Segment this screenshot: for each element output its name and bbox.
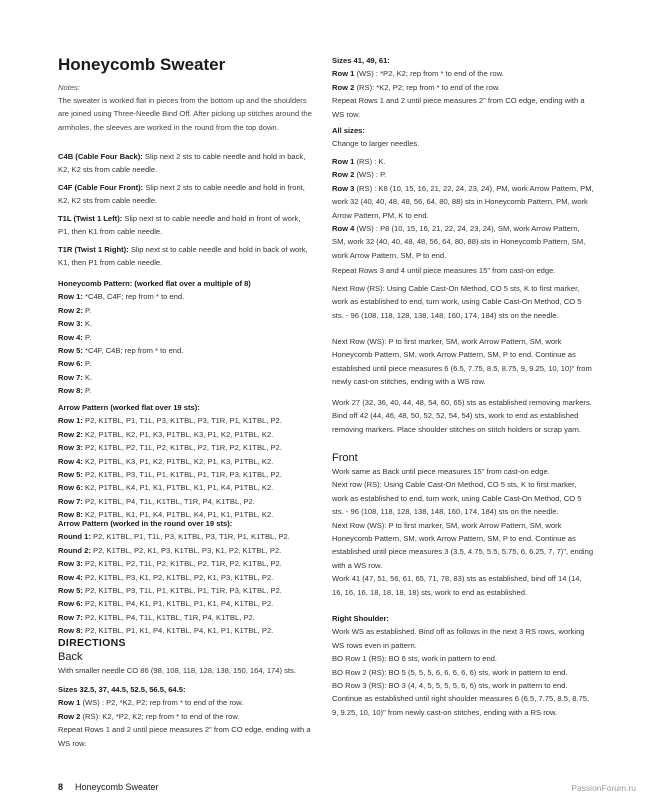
pattern-row	[332, 168, 594, 181]
arrow-flat-heading: Arrow Pattern (worked flat over 19 sts):	[58, 403, 200, 412]
row-label: Row 1	[58, 698, 81, 708]
row-label: Row 2	[332, 170, 355, 180]
shoulder-paragraph: Continue as established until right shoulder measures 6 (6.5, 7.75, 8.5, 8.75, 9, 9.25, 10, 10)" from newly cast-on stitches, ending with a RS row.	[332, 694, 590, 717]
row-text: P.	[82, 332, 92, 342]
row-label: Row 8:	[58, 510, 83, 520]
row-text: P2, K1TBL, P4, K1, P1, K1TBL, P1, K1, P4, K1TBL, P2.	[82, 599, 274, 609]
back-next-row-ws: Next Row (WS): P to first marker, SM, work Arrow Pattern, SM, work Honeycomb Pattern, SM, work Arrow Pattern, SM, P to end. Continue as established until piece measures 6 (6.5, 7.75, 8.5, 8.75, 9, 9.25, 10, 10)" from newly cast-on stitches, ending with a WS row.	[332, 337, 592, 387]
row-label: Row 7:	[58, 372, 83, 382]
pattern-row	[58, 530, 312, 543]
back-next-row-rs: Next Row (RS): Using Cable Cast-On Method, CO 5 sts, K to first marker, work as established to end, turn work, using Cable Cast-On Method, CO 5 sts. - 96 (108, 118, 128, 138, 148, 160, 174, 184) sts on the needle.	[332, 284, 582, 320]
pattern-row	[58, 317, 312, 330]
pattern-row	[332, 81, 594, 94]
pattern-row	[58, 544, 312, 557]
repeat-rows-3-4: Repeat Rows 3 and 4 until piece measures 15" from cast-on edge.	[332, 266, 556, 275]
all-sizes-text: Change to larger needles.	[332, 139, 420, 148]
front-heading: Front	[332, 452, 358, 464]
pattern-row	[332, 182, 594, 222]
pattern-row	[58, 331, 312, 344]
pattern-row	[58, 455, 312, 468]
row-text: (WS) : *P2, K2; rep from * to end of the row.	[354, 69, 504, 79]
row-label: Row 2:	[58, 429, 83, 439]
row-text: (RS): *K2, P2; rep from * to end of the row.	[354, 82, 500, 92]
row-text: (RS) : K.	[354, 157, 386, 166]
row-text: P2, K1TBL, P2, K1, P3, K1TBL, P3, K1, P2, K1TBL, P2.	[90, 545, 282, 555]
row-text: P.	[82, 386, 92, 396]
back-intro: With smaller needle CO 86 (98, 108, 118, 128, 138, 150, 164, 174) sts.	[58, 666, 296, 675]
row-label: Row 1:	[58, 416, 83, 426]
honeycomb-heading: Honeycomb Pattern: (worked flat over a multiple of 8)	[58, 279, 251, 288]
abbrev-t1r	[58, 243, 312, 270]
row-label: Row 8:	[58, 386, 83, 396]
pattern-row	[58, 414, 312, 427]
pattern-row	[58, 624, 312, 637]
abbrev-term: C4F (Cable Four Front):	[58, 183, 144, 192]
row-text: (RS): K2, *P2, K2; rep from * to end of the row.	[80, 711, 240, 721]
pattern-row	[58, 584, 312, 597]
back-work-27: Work 27 (32, 36, 40, 44, 48, 54, 60, 65) sts as established removing markers. Bind off 42 (44, 46, 48, 50, 52, 52, 54, 54) sts, work to end as established removing markers. Place shoulder stitches on stitch holders or scrap yarn.	[332, 398, 592, 434]
arrow-pattern-round	[58, 517, 312, 638]
pattern-row	[58, 468, 312, 481]
row-label: Row 1	[332, 69, 355, 79]
row-text: K2, P1TBL, K3, P1, K2, P1TBL, K2, P1, K3, P1TBL, K2.	[82, 456, 274, 466]
row-label: Row 5:	[58, 470, 83, 480]
notes-text: The sweater is worked flat in pieces from the bottom up and the shoulders are joined using Three-Needle Bind Off. After picking up stitches around the armholes, the sleeves are worked in the round from the top down.	[58, 96, 312, 132]
watermark: PassionForum.ru	[571, 783, 636, 793]
row-text: P2, K1TBL, P1, T1L, P3, K1TBL, P3, T1R, P1, K1TBL, P2.	[90, 532, 290, 542]
row-text: K.	[82, 372, 93, 382]
row-text: K2, P1TBL, K4, P1, K1, P1TBL, K1, P1, K4, P1TBL, K2.	[82, 483, 274, 493]
abbrev-def: Slip next 2 sts to cable needle and hold in front, K2, K2 sts from cable needle.	[58, 183, 305, 206]
row-label: Row 6:	[58, 483, 83, 493]
pattern-row	[58, 290, 312, 303]
row-text: K2, P1TBL, K1, P1, K4, P1TBL, K4, P1, K1, P1TBL, K2.	[82, 510, 274, 520]
pattern-row	[58, 571, 312, 584]
arrow-pattern-flat	[58, 401, 312, 522]
row-text: P2, K1TBL, P2, T1L, P2, K1TBL, P2, T1R, P2, K1TBL, P2.	[82, 443, 282, 453]
row-label: Row 3:	[58, 559, 83, 569]
bo-row: BO Row 3 (RS): BO 3 (4, 4, 5, 5, 5, 5, 6, 6) sts, work in pattern to end.	[332, 681, 568, 691]
pattern-row	[58, 611, 312, 624]
pattern-row	[58, 441, 312, 454]
bo-row: BO Row 2 (RS): BO 5 (5, 5, 5, 6, 6, 6, 6, 6) sts, work in pattern to end.	[332, 667, 568, 677]
row-label: Row 1:	[58, 292, 83, 302]
row-text: (WS) : P2, *K2, P2; rep from * to end of the row.	[80, 698, 244, 708]
back-heading: Back	[58, 651, 83, 663]
pattern-row	[332, 67, 594, 80]
pattern-row	[58, 371, 312, 384]
row-text: P2, K1TBL, P1, K1, P4, K1TBL, P4, K1, P1, K1TBL, P2.	[82, 626, 274, 636]
right-shoulder-section	[332, 612, 594, 719]
row-label: Round 2:	[58, 545, 91, 555]
row-text: (WS) : P8 (10, 15, 16, 21, 22, 24, 23, 24), SM, work Arrow Pattern, SM, work 32 (40, 40, 48, 48, 56, 64, 80, 88) sts in Honeycomb Pattern, SM, work Arrow Pattern, SM, P to end.	[332, 224, 586, 260]
row-label: Row 7:	[58, 612, 83, 622]
page-title: Honeycomb Sweater	[58, 55, 226, 74]
all-sizes-rows	[332, 155, 594, 262]
row-label: Row 4:	[58, 332, 83, 342]
row-text: P2, K1TBL, P3, T1L, P1, K1TBL, P1, T1R, P3, K1TBL, P2.	[82, 586, 282, 596]
all-sizes-heading: All sizes:	[332, 126, 365, 135]
row-text: P2, K1TBL, P3, T1L, P1, K1TBL, P1, T1R, P3, K1TBL, P2.	[82, 470, 282, 480]
pattern-row	[58, 557, 312, 570]
row-label: Row 3	[332, 183, 355, 193]
row-label: Row 6:	[58, 359, 83, 369]
row-label: Row 2	[58, 711, 81, 721]
repeat-note: Repeat Rows 1 and 2 until piece measures 2" from CO edge, ending with a WS row.	[332, 96, 585, 119]
honeycomb-pattern	[58, 277, 312, 398]
abbrev-def: Slip next st to cable needle and hold in front of work, P1, then K1 from cable needle.	[58, 214, 301, 237]
front-paragraph: Next row (RS): Using Cable Cast-On Method, CO 5 sts, K to first marker, work as established to end, turn work, using Cable Cast-On Method, CO 5 sts. - 96 (108, 118, 128, 138, 148, 160, 174, 184) sts on the needle.	[332, 480, 582, 517]
sizes-b-heading: Sizes 41, 49, 61:	[332, 56, 390, 65]
running-title: Honeycomb Sweater	[75, 782, 159, 792]
row-text: P2, K1TBL, P3, K1, P2, K1TBL, P2, K1, P3, K1TBL, P2.	[82, 572, 274, 582]
page-number: 8	[58, 782, 64, 792]
row-label: Row 4:	[58, 572, 83, 582]
row-label: Row 5:	[58, 346, 83, 356]
pattern-row	[58, 357, 312, 370]
row-label: Row 6:	[58, 599, 83, 609]
front-paragraph: Work 41 (47, 51, 56, 61, 65, 71, 78, 83) sts as established, bind off 14 (14, 16, 16, 16, 18, 18, 18, 18) sts, work to end as established.	[332, 574, 582, 597]
repeat-note: Repeat Rows 1 and 2 until piece measures 2" from CO edge, ending with a WS row.	[58, 725, 311, 748]
abbrev-term: T1R (Twist 1 Right):	[58, 245, 129, 254]
row-label: Row 2	[332, 82, 355, 92]
pattern-row	[332, 222, 594, 262]
row-label: Row 5:	[58, 586, 83, 596]
front-paragraph: Next Row (WS): P to first marker, SM, work Arrow Pattern, SM, work Honeycomb Pattern, SM, work Arrow Pattern, SM, P to end. Continue as established until piece measures 3 (3.5, 4.75, 5.5, 5.75, 6, 6.25, 7, 7)", ending with a WS row.	[332, 520, 594, 570]
row-label: Row 8:	[58, 626, 83, 636]
abbrev-c4b	[58, 150, 312, 177]
row-text: K.	[82, 319, 93, 329]
abbrev-term: T1L (Twist 1 Left):	[58, 214, 123, 223]
notes-label: Notes:	[58, 83, 80, 92]
pattern-row	[58, 710, 312, 723]
pattern-row	[332, 155, 594, 168]
row-text: K2, P1TBL, K2, P1, K3, P1TBL, K3, P1, K2, P1TBL, K2.	[82, 429, 274, 439]
right-shoulder-heading: Right Shoulder:	[332, 614, 389, 623]
abbrev-def: Slip next st to cable needle and hold in back of work, K1, then P1 from cable needle.	[58, 245, 308, 268]
row-label: Round 1:	[58, 532, 91, 542]
abbrev-term: C4B (Cable Four Back):	[58, 152, 143, 161]
row-label: Row 3:	[58, 319, 83, 329]
row-text: P.	[82, 359, 92, 369]
row-text: P2, K1TBL, P4, T1L, K1TBL, T1R, P4, K1TBL, P2.	[82, 612, 255, 622]
page-footer	[58, 781, 159, 793]
row-label: Row 3:	[58, 443, 83, 453]
row-label: Row 4:	[58, 456, 83, 466]
row-text: *C4F, C4B; rep from * to end.	[82, 346, 184, 356]
row-text: *C4B, C4F; rep from * to end.	[82, 292, 185, 302]
directions-heading: DIRECTIONS	[58, 637, 126, 649]
row-label: Row 7:	[58, 496, 83, 506]
row-text: P2, K1TBL, P4, T1L, K1TBL, T1R, P4, K1TBL, P2.	[82, 496, 255, 506]
pattern-row	[58, 344, 312, 357]
row-text: (WS) : P.	[354, 170, 387, 180]
pattern-row	[58, 495, 312, 508]
row-label: Row 1	[332, 157, 355, 166]
front-paragraph: Work same as Back until piece measures 15" from cast-on edge.	[332, 467, 550, 476]
sizes-group-a	[58, 683, 312, 750]
shoulder-paragraph: Work WS as established. Bind off as follows in the next 3 RS rows, working WS rows even in pattern.	[332, 627, 585, 650]
row-text: P2, K1TBL, P2, T1L, P2, K1TBL, P2, T1R, P2, K1TBL, P2.	[82, 559, 282, 569]
bo-row: BO Row 1 (RS): BO 6 sts, work in pattern to end.	[332, 654, 498, 664]
row-label: Row 4	[332, 224, 355, 234]
arrow-round-heading: Arrow Pattern (worked in the round over 19 sts):	[58, 519, 233, 528]
abbrev-c4f	[58, 181, 312, 208]
pattern-row	[58, 384, 312, 397]
row-text: P2, K1TBL, P1, T1L, P3, K1TBL, P3, T1R, P1, K1TBL, P2.	[82, 416, 282, 426]
abbrev-def: Slip next 2 sts to cable needle and hold in back, K2, K2 sts from cable needle.	[58, 152, 306, 175]
pattern-row	[58, 428, 312, 441]
abbrev-t1l	[58, 212, 312, 239]
front-section	[332, 465, 594, 599]
pattern-row	[58, 696, 312, 709]
pattern-row	[58, 597, 312, 610]
pattern-row	[58, 304, 312, 317]
row-text: P.	[82, 305, 92, 315]
sizes-a-heading: Sizes 32.5, 37, 44.5, 52.5, 56.5, 64.5:	[58, 685, 186, 694]
pattern-row	[58, 481, 312, 494]
row-text: (RS) : K8 (10, 15, 16, 21, 22, 24, 23, 24), PM, work Arrow Pattern, PM, work 32 (40, 40, 48, 48, 56, 64, 80, 88) sts in Honeycomb Pattern, PM, work Arrow Pattern, PM, K to end.	[332, 183, 594, 220]
sizes-group-b	[332, 54, 594, 121]
row-label: Row 2:	[58, 305, 83, 315]
